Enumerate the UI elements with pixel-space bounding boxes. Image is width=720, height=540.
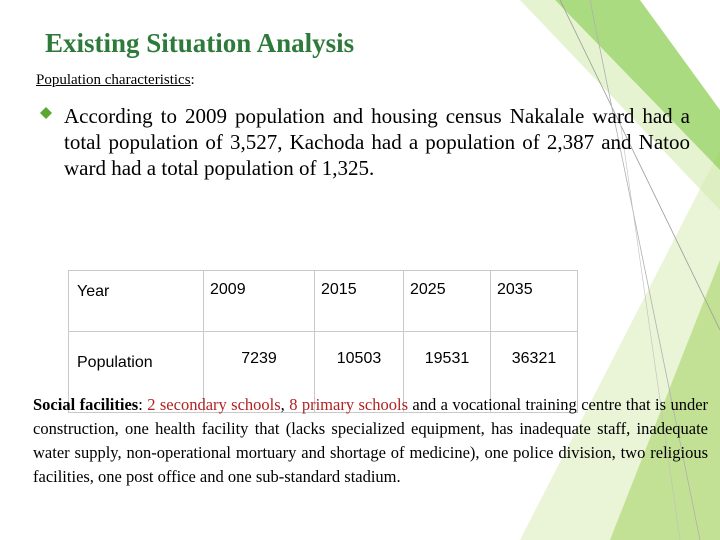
- population-cell-2025: 19531: [404, 332, 491, 413]
- social-colon: :: [138, 395, 143, 414]
- subtitle-colon: :: [190, 72, 195, 88]
- social-comma: ,: [280, 395, 285, 414]
- subtitle-label: Population characteristics: [36, 72, 191, 88]
- social-facilities-label: Social facilities: [33, 395, 139, 414]
- secondary-schools-highlight: 2 secondary schools: [147, 395, 281, 414]
- year-cell-2035: 2035: [491, 271, 578, 332]
- year-cell-2015: 2015: [315, 271, 404, 332]
- population-cell-2015: 10503: [315, 332, 404, 413]
- green-diamond-bullet-icon: [40, 107, 52, 119]
- year-cell-2025: 2025: [404, 271, 491, 332]
- population-table: [68, 270, 578, 413]
- bullet-item: [40, 103, 690, 181]
- row-header-population: Population: [69, 332, 204, 413]
- primary-schools-highlight: 8 primary schools: [289, 395, 408, 414]
- section-subtitle: [36, 72, 195, 89]
- population-cell-2009: 7239: [204, 332, 315, 413]
- social-facilities-text: and a vocational training centre that is under construction, one health facility that (lacks specialized equipment, has inadequate staff, inadequate water supply, non-operational mortuary and shortage of medicine), one police division, two religious facilities, one post office and one sub-standard stadium.: [33, 395, 709, 486]
- table-row-year: [69, 271, 578, 332]
- population-cell-2035: 36321: [491, 332, 578, 413]
- row-header-year: Year: [69, 271, 204, 332]
- social-facilities-paragraph: [33, 393, 708, 489]
- year-cell-2009: 2009: [204, 271, 315, 332]
- bullet-text: According to 2009 population and housing census Nakalale ward had a total population of 3,527, Kachoda had a population of 2,387 and Natoo ward had a total population of 1,325.: [64, 104, 690, 180]
- slide-title: Existing Situation Analysis: [45, 28, 355, 58]
